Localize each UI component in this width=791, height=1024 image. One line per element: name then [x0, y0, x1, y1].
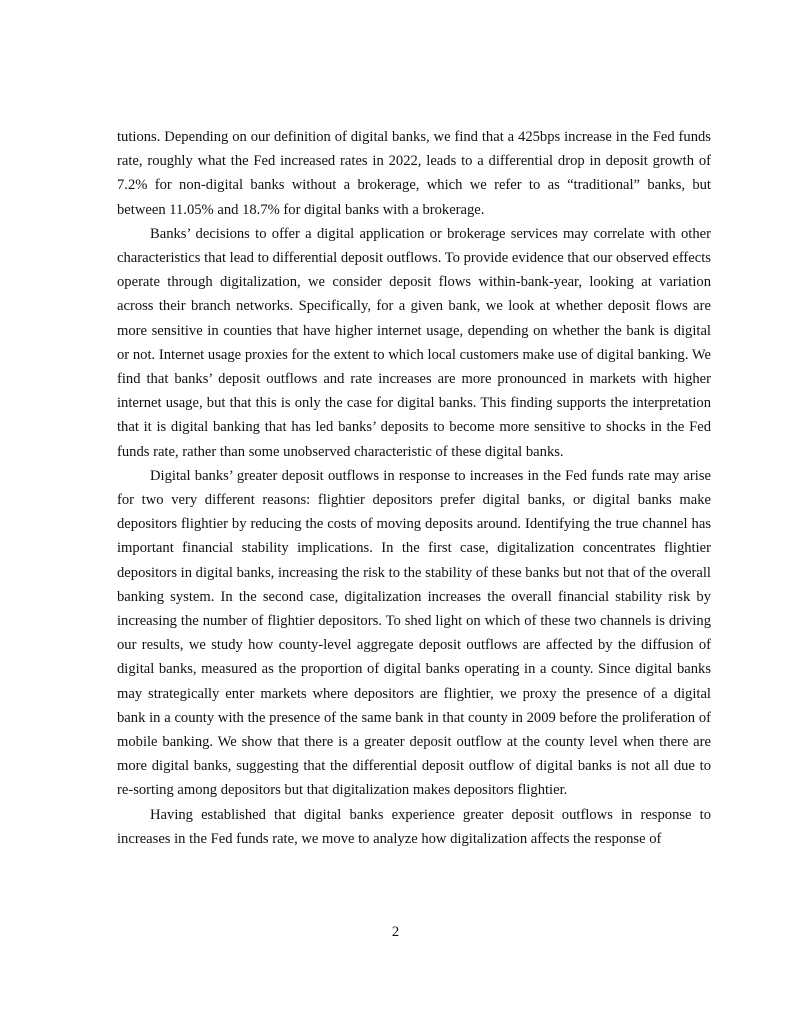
paragraph-digitalization-response: Having established that digital banks experience greater deposit outflows in response to increases in the Fed funds rate, we move to analyze how digitalization affects the response of	[117, 806, 711, 847]
paragraph-continuation: tutions. Depending on our definition of digital banks, we find that a 425bps increase in the Fed funds rate, roughly what the Fed increased rates in 2022, leads to a differential drop in deposit growth of 7.2% for non-digital banks without a brokerage, which we refer to as “traditional” banks, but between 11.05% and 18.7% for digital banks with a brokerage.	[117, 129, 711, 218]
paragraph-flightier-depositors: Digital banks’ greater deposit outflows in response to increases in the Fed funds rate may arise for two very different reasons: flightier depositors prefer digital banks, or digital banks make depositors flightier by reducing the costs of moving deposits around. Identifying the true channel has important financial stability implications. In the first case, digitalization concentrates flightier depositors in digital banks, increasing the risk to the stability of these banks but not that of the overall banking system. In the second case, digitalization increases the overall financial stability risk by increasing the number of flightier depositors. To shed light on which of these two channels is driving our results, we study how county-level aggregate deposit outflows are affected by the diffusion of digital banks, measured as the proportion of digital banks operating in a county. Since digital banks may strategically enter markets where depositors are flightier, we proxy the presence of a digital bank in a county with the presence of the same bank in that county in 2009 before the proliferation of mobile banking. We show that there is a greater deposit outflow at the county level when there are more digital banks, suggesting that the differential deposit outflow of digital banks is not all due to re-sorting among depositors but that digitalization makes depositors flightier.	[117, 467, 711, 799]
body-text	[117, 125, 711, 851]
paragraph-within-bank-evidence: Banks’ decisions to offer a digital application or brokerage services may correlate with other characteristics that lead to differential deposit outflows. To provide evidence that our observed effects operate through digitalization, we consider deposit flows within-bank-year, looking at variation across their branch networks. Specifically, for a given bank, we look at whether deposit flows are more sensitive in counties that have higher internet usage, depending on whether the bank is digital or not. Internet usage proxies for the extent to which local customers make use of digital banking. We find that banks’ deposit outflows and rate increases are more pronounced in markets with higher internet usage, but that this is only the case for digital banks. This finding supports the interpretation that it is digital banking that has led banks’ deposits to become more sensitive to shocks in the Fed funds rate, rather than some unobserved characteristic of these digital banks.	[117, 225, 711, 460]
page-number: 2	[391, 924, 400, 940]
